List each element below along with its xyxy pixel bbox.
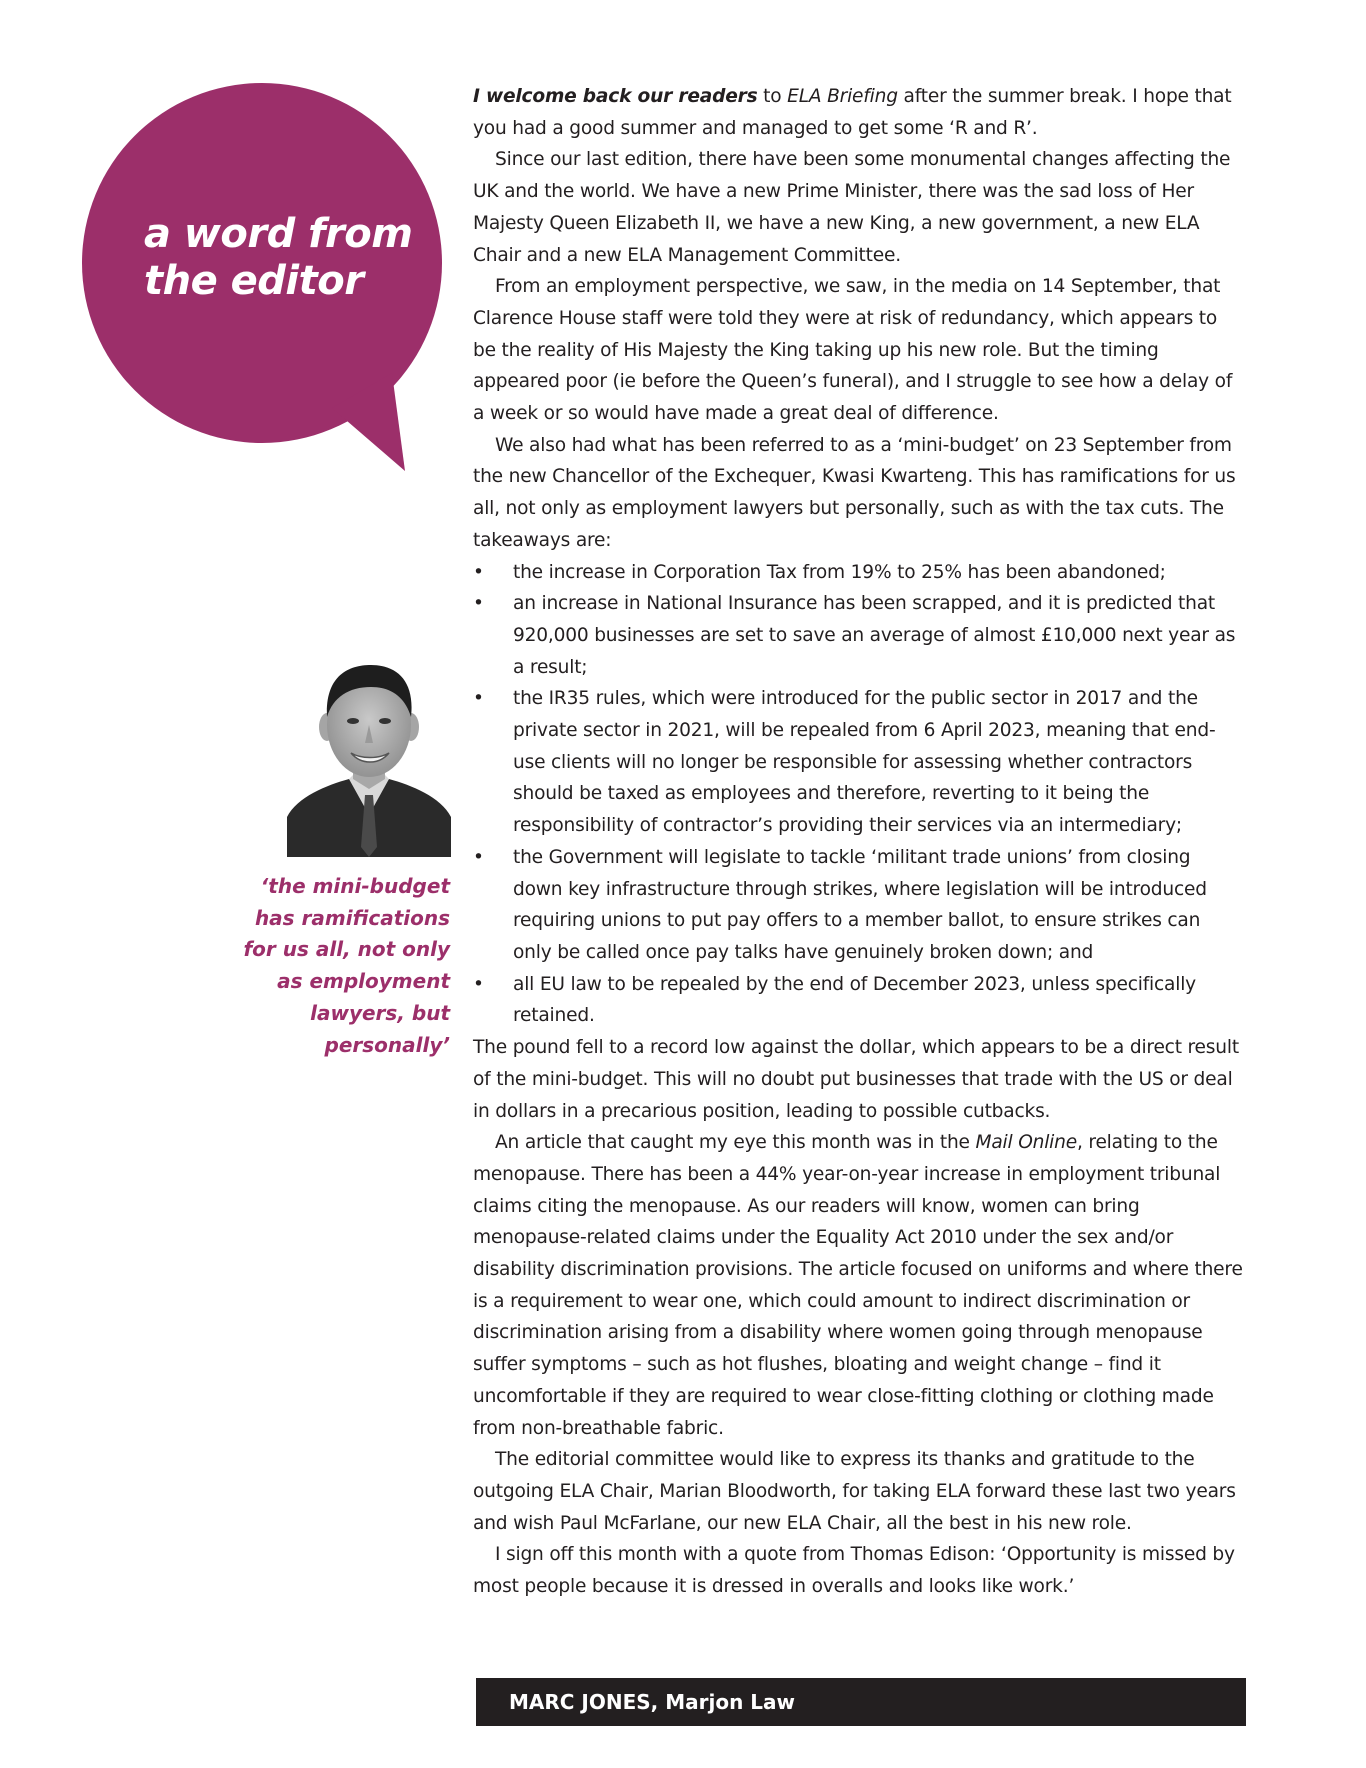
publication-name: ELA Briefing	[787, 86, 898, 107]
pull-quote-line: ‘the mini-budget	[260, 874, 450, 898]
pull-quote-line: as employment	[277, 969, 450, 994]
source-name: Mail Online	[975, 1132, 1077, 1154]
editor-portrait-photo	[287, 647, 451, 857]
pull-quote-line: personally’	[324, 1032, 450, 1057]
pull-quote-line: has ramifications	[254, 905, 450, 930]
list-item-text: the Government will legislate to tackle ‘militant trade unions’ from closing down key infrastructure through strikes, where legislation will be introduced requiring unions to put pay offers to a member ballot, to ensure strikes can only be called once pay talks have genuinely broken down; and	[513, 846, 1207, 963]
article-paragraph: We also had what has been referred to as a ‘mini-budget’ on 23 September from the new Chancellor of the Exchequer, Kwasi Kwarteng. This has ramifications for us all, not only as employment lawyers but personally, such as with the tax cuts. The takeaways are:	[473, 434, 1236, 551]
list-item-text: the increase in Corporation Tax from 19% to 25% has been abandoned;	[513, 561, 1166, 583]
section-title	[144, 211, 444, 305]
takeaways-list	[473, 557, 1243, 1033]
list-item	[473, 969, 1243, 1032]
bullet-icon: •	[473, 561, 484, 583]
article-paragraph-intro	[473, 81, 1243, 144]
list-item-text: all EU law to be repealed by the end of December 2023, unless specifically retained.	[513, 973, 1196, 1027]
article-paragraph: The editorial committee would like to express its thanks and gratitude to the outgoing ELA Chair, Marian Bloodworth, for taking ELA forward these last two years and wish Paul McFarlane, our new ELA Chair, all the best in his new role.	[473, 1449, 1236, 1534]
pull-quote	[240, 871, 450, 1061]
article-paragraph: Since our last edition, there have been some monumental changes affecting the UK and the world. We have a new Prime Minister, there was the sad loss of Her Majesty Queen Elizabeth II, we have a new King, a new government, a new ELA Chair and a new ELA Management Committee.	[473, 149, 1231, 266]
bullet-icon: •	[473, 593, 484, 615]
list-item-text: an increase in National Insurance has been scrapped, and it is predicted that 920,000 businesses are set to save an average of almost £10,000 next year as a result;	[513, 593, 1236, 678]
author-byline: MARC JONES, Marjon Law	[476, 1678, 1246, 1726]
article-paragraph-menopause	[473, 1127, 1243, 1444]
list-item	[473, 683, 1243, 842]
article-paragraph: The pound fell to a record low against the dollar, which appears to be a direct result of the mini-budget. This will no doubt put businesses that trade with the US or deal in dollars in a precarious position, leading to possible cutbacks.	[473, 1037, 1239, 1122]
bullet-icon: •	[473, 846, 484, 868]
pull-quote-line: lawyers, but	[310, 1000, 450, 1025]
editor-portrait-image	[287, 647, 451, 857]
article-body	[473, 81, 1243, 1603]
paragraph-start-text: An article that caught my eye this month was in the	[495, 1132, 976, 1154]
paragraph-rest-text: , relating to the menopause. There has been a 44% year-on-year increase in employment tribunal claims citing the menopause. As our readers will know, women can bring menopause-related claims under the Equality Act 2010 under the sex and/or disability discrimination provisions. The article focused on uniforms and where there is a requirement to wear one, which could amount to indirect discrimination or discrimination arising from a disability where women going through menopause suffer symptoms – such as hot flushes, bloating and weight change – find it uncomfortable if they are required to wear close-fitting clothing or clothing made from non-breathable fabric.	[473, 1132, 1243, 1439]
list-item	[473, 842, 1243, 969]
bullet-icon: •	[473, 973, 484, 995]
list-item	[473, 557, 1243, 589]
intro-lead-text: I welcome back our readers	[473, 86, 758, 107]
bullet-icon: •	[473, 688, 484, 710]
intro-rest-text: after the summer break. I hope that you had a good summer and managed to get some ‘R and R’.	[473, 86, 1232, 139]
article-paragraph: I sign off this month with a quote from Thomas Edison: ‘Opportunity is missed by most people because it is dressed in overalls and looks like work.’	[473, 1544, 1235, 1598]
section-title-line-2: the editor	[144, 258, 364, 304]
editor-speech-bubble	[82, 83, 462, 483]
section-title-line-1: a word from	[144, 211, 413, 257]
pull-quote-line: for us all, not only	[243, 937, 450, 962]
list-item	[473, 588, 1243, 683]
article-paragraph: From an employment perspective, we saw, in the media on 14 September, that Clarence House staff were told they were at risk of redundancy, which appears to be the reality of His Majesty the King taking up his new role. But the timing appeared poor (ie before the Queen’s funeral), and I struggle to see how a delay of a week or so would have made a great deal of difference.	[473, 276, 1233, 425]
intro-connector-text: to	[757, 86, 788, 107]
list-item-text: the IR35 rules, which were introduced for the public sector in 2017 and the private sector in 2021, will be repealed from 6 April 2023, meaning that end-use clients will no longer be responsible for assessing whether contractors should be taxed as employees and therefore, reverting to it being the responsibility of contractor’s providing their services via an intermediary;	[513, 688, 1216, 837]
